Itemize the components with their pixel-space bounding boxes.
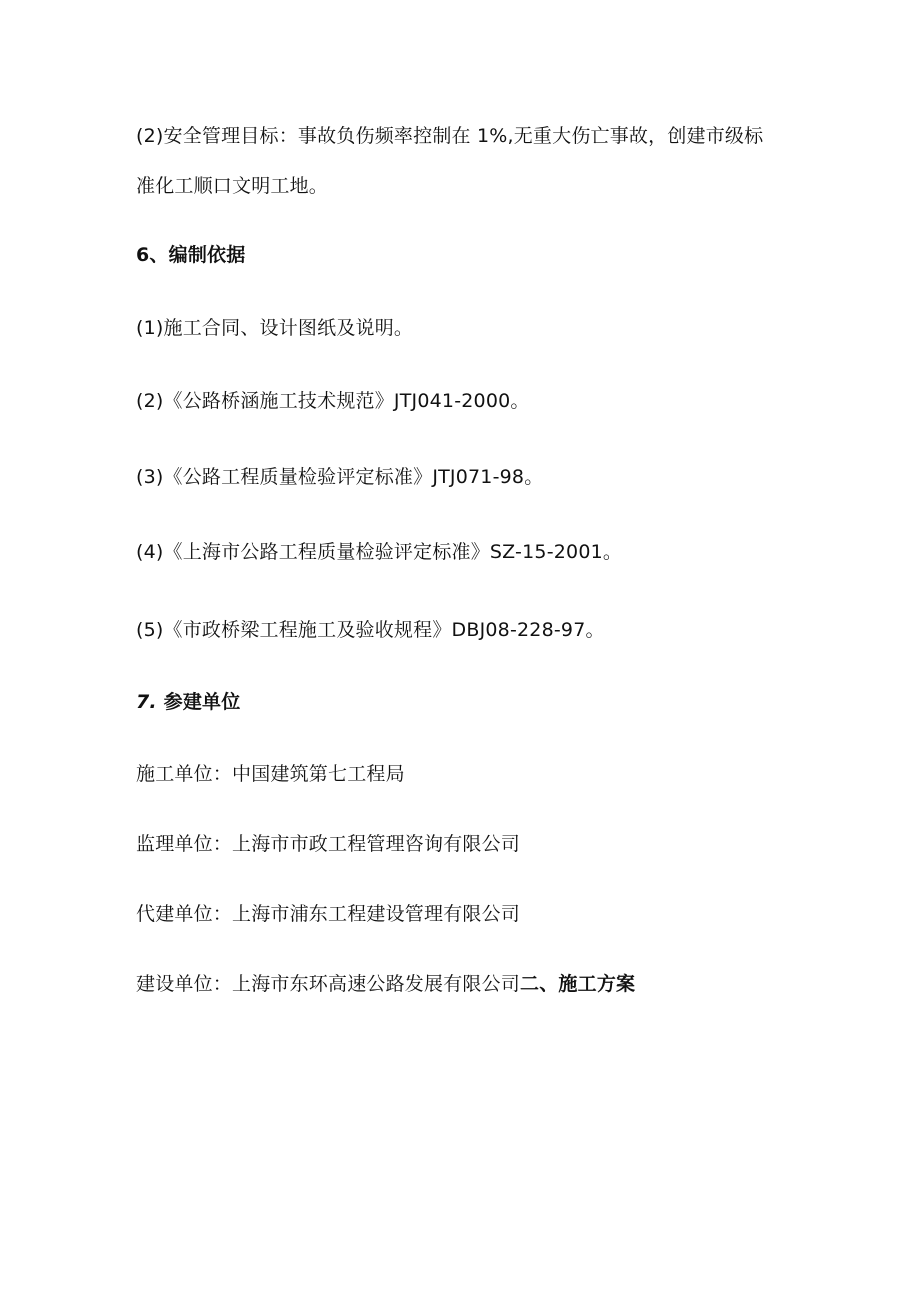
unit-agent: 代建单位：上海市浦东工程建设管理有限公司 (136, 903, 521, 925)
unit-supervision: 监理单位：上海市市政工程管理咨询有限公司 (136, 833, 521, 855)
section-7-heading (136, 690, 240, 714)
basis-item-5: (5)《市政桥梁工程施工及验收规程》DBJ08-228-97。 (136, 619, 605, 641)
safety-goal-line-2: 准化工顺口文明工地。 (136, 175, 329, 197)
unit-construction: 施工单位：中国建筑第七工程局 (136, 763, 405, 785)
basis-item-1: (1)施工合同、设计图纸及说明。 (136, 317, 414, 339)
section-7-title: 参建单位 (156, 691, 241, 713)
basis-item-3: (3)《公路工程质量检验评定标准》JTJ071-98。 (136, 466, 544, 488)
next-section-heading: 二、施工方案 (520, 973, 636, 995)
basis-item-2: (2)《公路桥涵施工技术规范》JTJ041-2000。 (136, 390, 530, 412)
unit-owner-line (136, 972, 635, 996)
basis-item-4: (4)《上海市公路工程质量检验评定标准》SZ-15-2001。 (136, 541, 623, 563)
section-7-number: 7. (136, 691, 157, 713)
unit-owner: 建设单位：上海市东环高速公路发展有限公司 (136, 973, 521, 995)
section-6-heading: 6、编制依据 (136, 244, 246, 266)
safety-goal-line-1: (2)安全管理目标：事故负伤频率控制在 1%,无重大伤亡事故，创建市级标 (136, 125, 764, 147)
